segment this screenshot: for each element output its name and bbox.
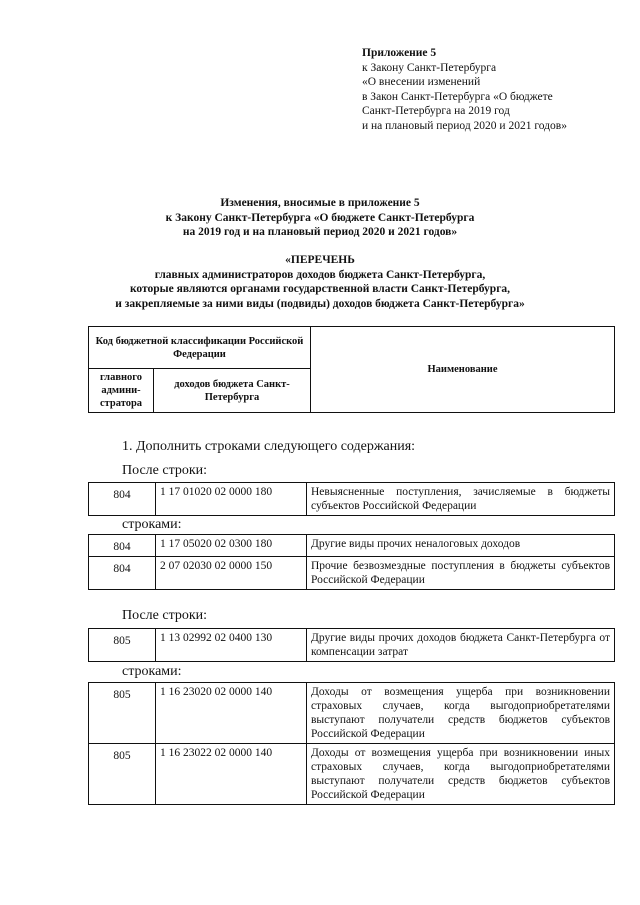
income-code-cell: 1 13 02992 02 0400 130 — [156, 629, 307, 662]
title-line: к Закону Санкт-Петербурга «О бюджете Санкт-Петербурга — [165, 211, 475, 224]
code-group-header: Код бюджетной классификации Российской Федерации — [89, 327, 311, 369]
table-row — [89, 483, 615, 516]
list-title — [0, 253, 640, 311]
list-title-line: «ПЕРЕЧЕНЬ — [285, 254, 355, 266]
table-row — [89, 744, 615, 805]
after-row-table — [88, 628, 615, 662]
after-row-label: После строки: — [122, 463, 208, 478]
income-code-cell: 1 16 23022 02 0000 140 — [156, 744, 307, 805]
table-row — [89, 535, 615, 557]
table-row — [89, 683, 615, 744]
list-title-line: и закрепляемые за ними виды (подвиды) доходов бюджета Санкт-Петербурга» — [115, 297, 525, 310]
after-row-label: После строки: — [122, 608, 208, 623]
name-cell: Невыясненные поступления, зачисляемые в бюджеты субъектов Российской Федерации — [307, 483, 615, 516]
admin-code-cell: 804 — [89, 483, 156, 516]
list-title-line: которые являются органами государственной власти Санкт-Петербурга, — [129, 283, 511, 295]
name-cell: Другие виды прочих доходов бюджета Санкт-Петербурга от компенсации затрат — [307, 629, 615, 662]
name-cell: Прочие безвозмездные поступления в бюджеты субъектов Российской Федерации — [307, 557, 615, 590]
name-cell: Доходы от возмещения ущерба при возникновении иных страховых случаев, когда выгодоприобретателями выступают получатели средств бюджетов субъектов Российской Федерации — [307, 744, 615, 805]
list-title-line: главных администраторов доходов бюджета Санкт-Петербурга, — [154, 268, 486, 281]
appendix-line: Санкт-Петербурга на 2019 год — [362, 105, 510, 117]
appendix-heading: Приложение 5 — [362, 47, 437, 59]
income-code-cell: 1 17 01020 02 0000 180 — [156, 483, 307, 516]
new-rows-table — [88, 534, 615, 590]
appendix-reference — [362, 46, 632, 133]
rows-label: строками: — [122, 517, 182, 532]
rows-label: строками: — [122, 664, 182, 679]
income-code-cell: 2 07 02030 02 0000 150 — [156, 557, 307, 590]
income-code-header: доходов бюджета Санкт-Петербурга — [154, 369, 311, 413]
admin-code-cell: 804 — [89, 557, 156, 590]
appendix-line: в Закон Санкт-Петербурга «О бюджете — [362, 90, 553, 103]
title-line: на 2019 год и на плановый период 2020 и 2021 годов» — [182, 226, 458, 238]
table-row — [89, 629, 615, 662]
appendix-line: к Закону Санкт-Петербурга — [362, 61, 497, 74]
admin-code-cell: 805 — [89, 629, 156, 662]
income-code-cell: 1 17 05020 02 0300 180 — [156, 535, 307, 557]
admin-code-cell: 805 — [89, 683, 156, 744]
document-title — [0, 196, 640, 240]
name-header: Наименование — [311, 327, 615, 413]
admin-code-cell: 804 — [89, 535, 156, 557]
income-code-cell: 1 16 23020 02 0000 140 — [156, 683, 307, 744]
item-1-text: 1. Дополнить строками следующего содержания: — [122, 439, 416, 454]
admin-code-cell: 805 — [89, 744, 156, 805]
after-row-table — [88, 482, 615, 516]
classification-header-table — [88, 326, 615, 413]
appendix-line: и на плановый период 2020 и 2021 годов» — [362, 119, 567, 132]
name-cell: Доходы от возмещения ущерба при возникновении страховых случаев, когда выгодоприобретателями выступают получатели средств бюджетов субъектов Российской Федерации — [307, 683, 615, 744]
appendix-line: «О внесении изменений — [362, 76, 481, 88]
table-row — [89, 557, 615, 590]
admin-code-header: главного админи-стратора — [89, 369, 154, 413]
title-line: Изменения, вносимые в приложение 5 — [220, 197, 420, 209]
name-cell: Другие виды прочих неналоговых доходов — [307, 535, 615, 557]
new-rows-table — [88, 682, 615, 805]
